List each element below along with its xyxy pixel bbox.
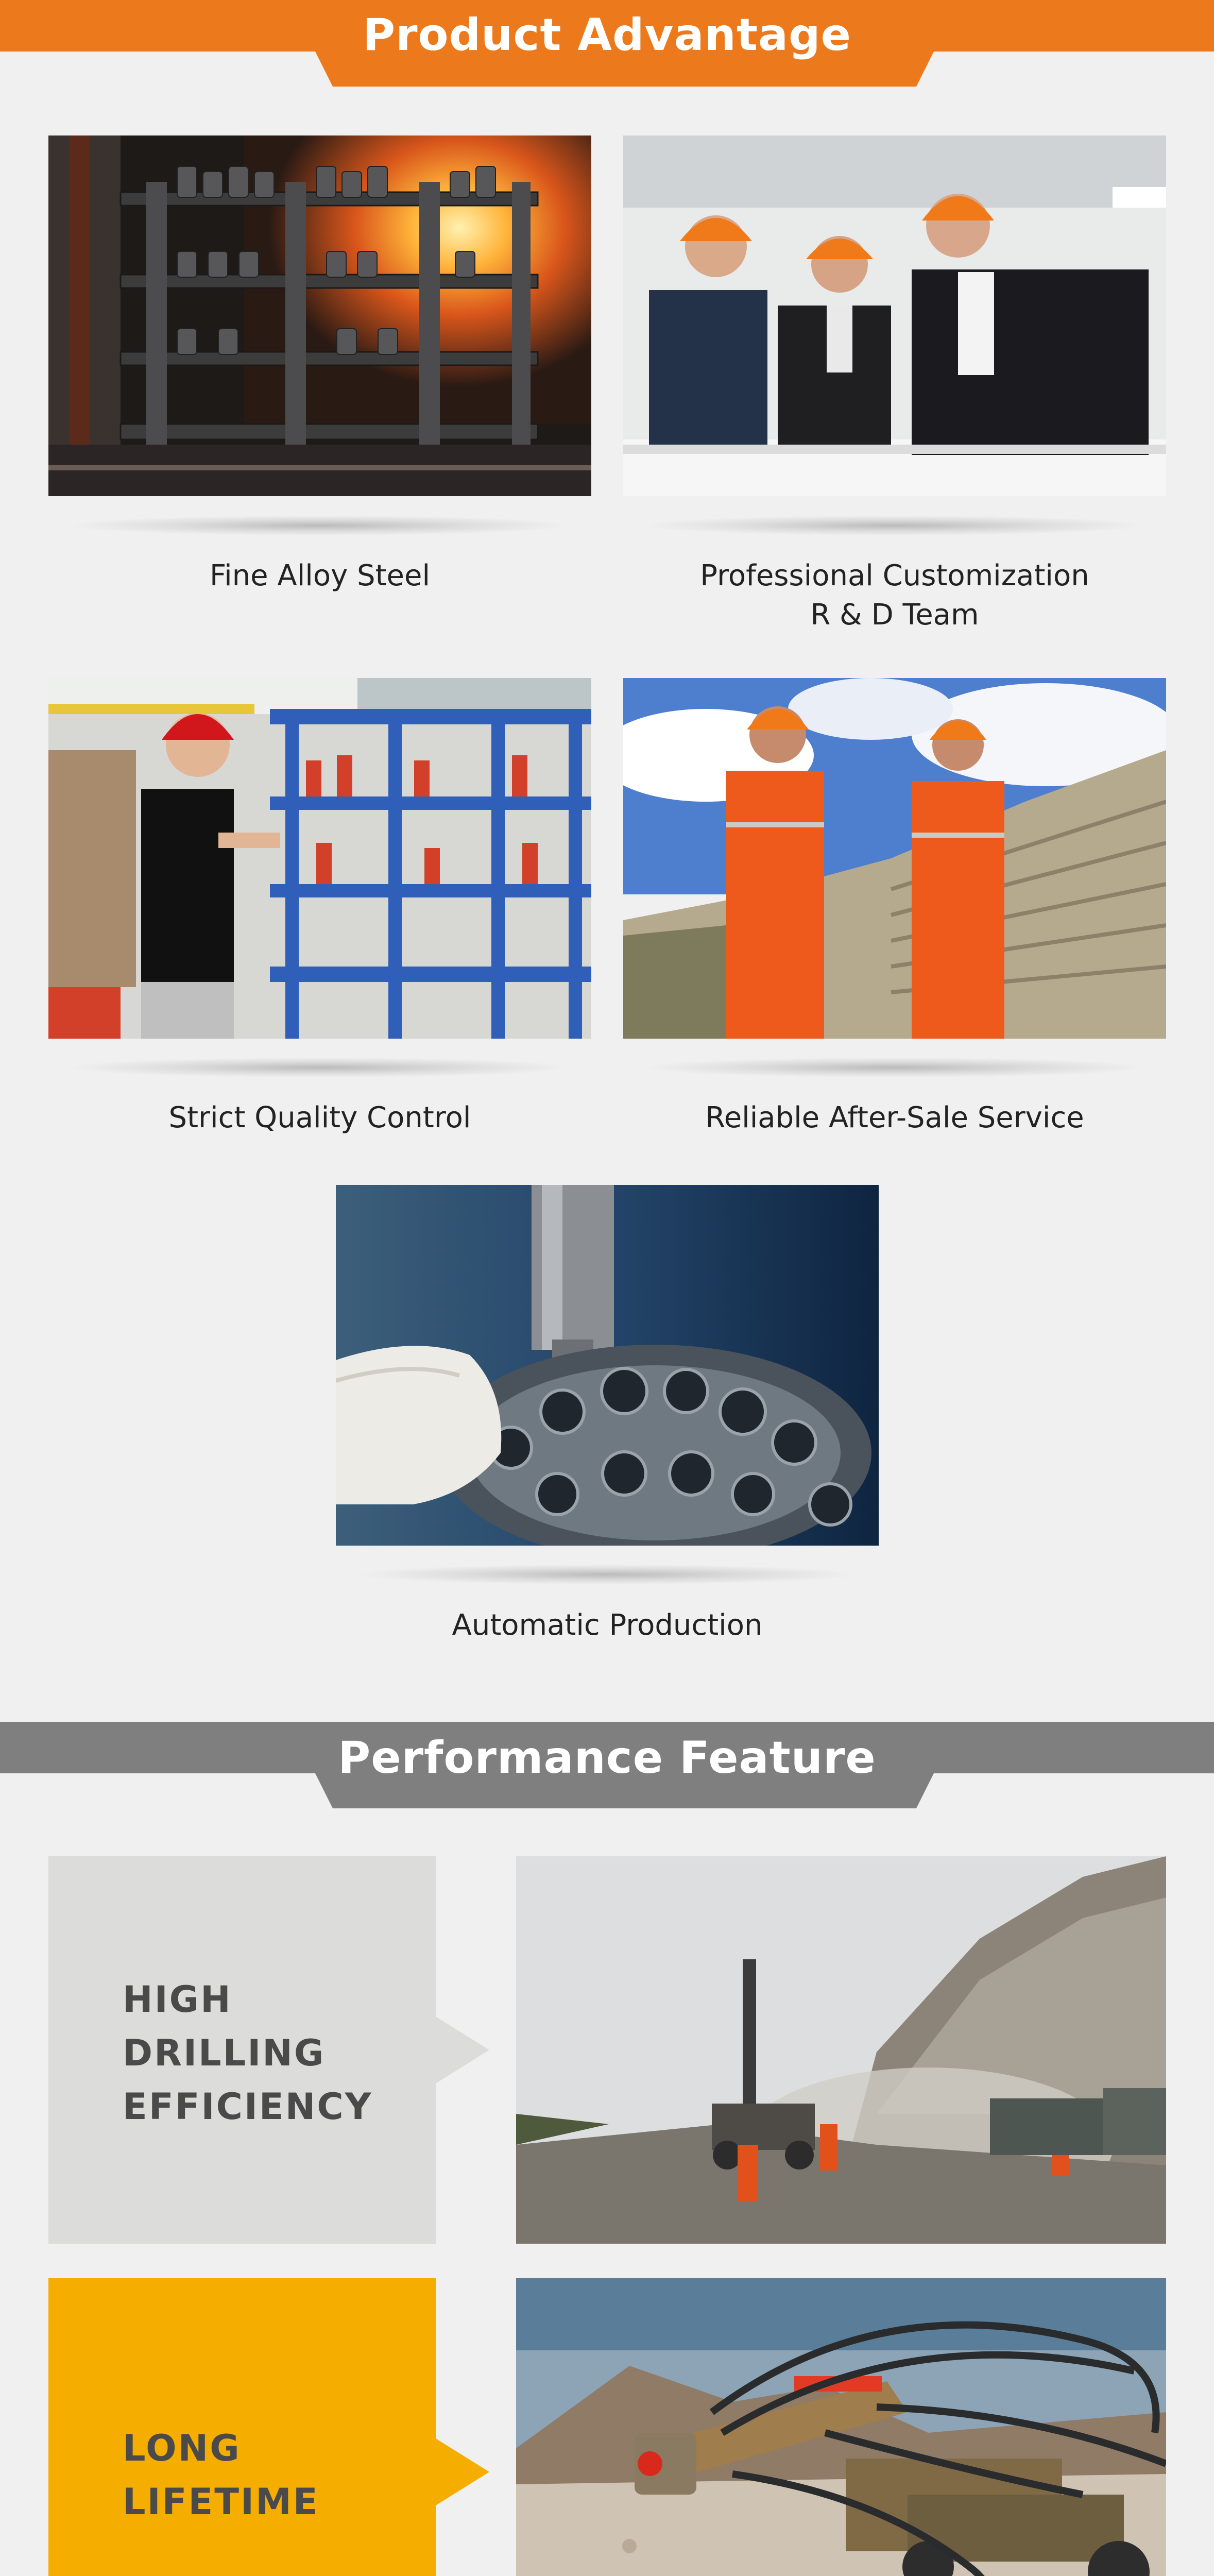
photo-furnace: [48, 135, 591, 496]
section-title-performance: Performance Feature: [338, 1732, 876, 1784]
feature-arrow: [436, 2438, 489, 2505]
caption-line: Professional Customization: [700, 559, 1089, 592]
feature-label: [123, 2421, 319, 2529]
photo-after-sale-service: [623, 678, 1166, 1039]
feature-line: EFFICIENCY: [123, 2086, 373, 2128]
caption-automatic-production: [336, 1606, 879, 1645]
caption-rd-team: [623, 556, 1166, 635]
caption-line: Automatic Production: [452, 1608, 763, 1642]
feature-line: DRILLING: [123, 2032, 326, 2074]
section-title-advantage: Product Advantage: [363, 9, 851, 61]
photo-quality-control: [48, 678, 591, 1039]
photo-shadow: [642, 1057, 1147, 1078]
photo-shadow: [67, 1057, 572, 1078]
feature-box-long-lifetime: [48, 2278, 436, 2576]
photo-automatic-production: [336, 1185, 879, 1546]
caption-line: Reliable After-Sale Service: [705, 1101, 1084, 1134]
caption-after-sale-service: [623, 1098, 1166, 1138]
photo-drilling-site: [516, 1856, 1166, 2244]
photo-rd-team: [623, 135, 1166, 496]
feature-label: [123, 1973, 372, 2133]
feature-box-drilling-efficiency: [48, 1856, 436, 2244]
caption-line: R & D Team: [810, 598, 979, 632]
feature-line: LONG: [123, 2427, 241, 2469]
feature-line: HIGH: [123, 1978, 232, 2021]
feature-arrow: [436, 2016, 489, 2083]
feature-line: LIFETIME: [123, 2481, 319, 2523]
photo-shadow: [642, 515, 1147, 536]
photo-shadow: [354, 1564, 859, 1585]
photo-drill-equipment: [516, 2278, 1166, 2576]
caption-line: Strict Quality Control: [168, 1101, 471, 1134]
caption-quality-control: [48, 1098, 591, 1138]
photo-shadow: [67, 515, 572, 536]
caption-line: Fine Alloy Steel: [209, 559, 431, 592]
caption-fine-alloy-steel: [48, 556, 591, 596]
